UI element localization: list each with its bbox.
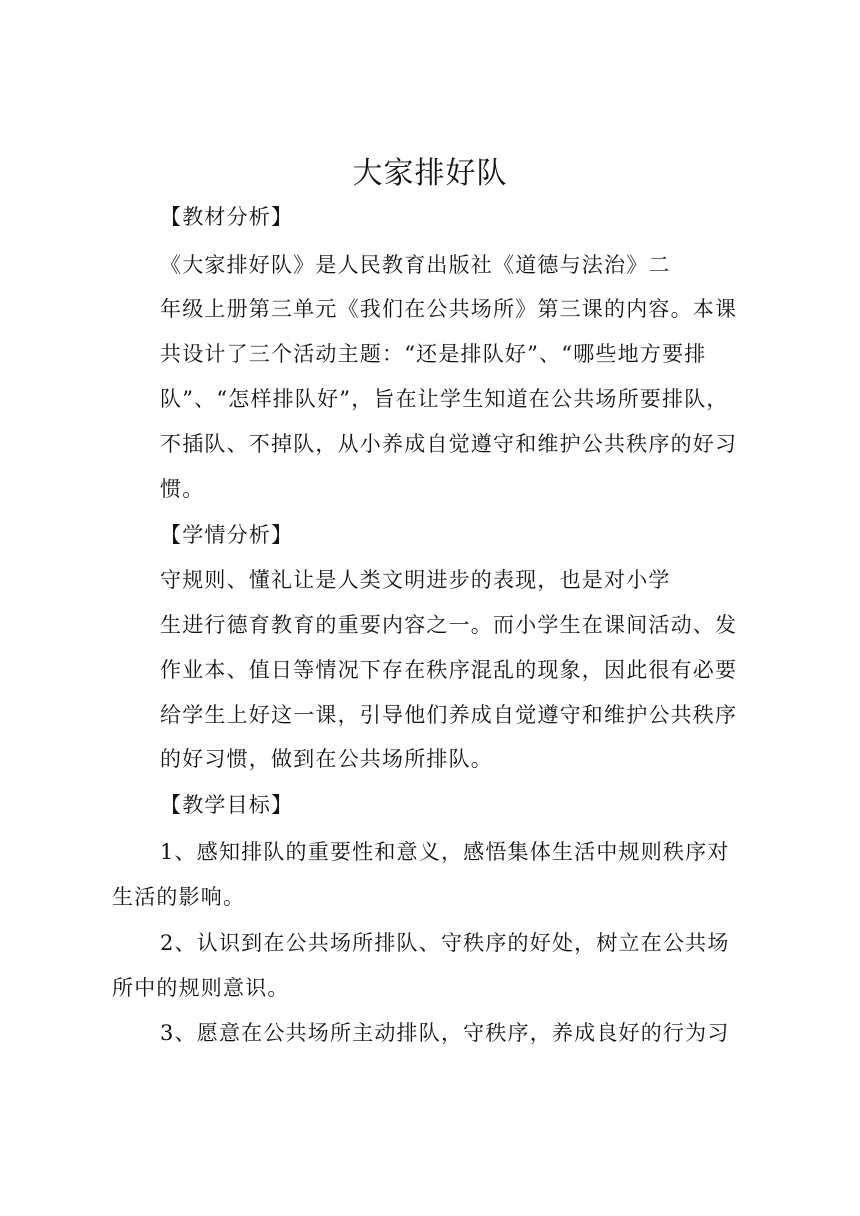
paragraph-line: 给学生上好这一课，引导他们养成自觉遵守和维护公共秩序: [160, 703, 738, 727]
paragraph-line: 年级上册第三单元《我们在公共场所》第三课的内容。本课: [160, 297, 738, 321]
paragraph-line: 不插队、不掉队，从小养成自觉遵守和维护公共秩序的好习: [160, 432, 738, 456]
paragraph-line: 惯。: [160, 477, 205, 501]
goal-line: 2、认识到在公共场所排队、守秩序的好处，树立在公共场: [160, 931, 730, 955]
section-heading-student-analysis: 【学情分析】: [160, 523, 294, 547]
goal-line: 1、感知排队的重要性和意义，感悟集体生活中规则秩序对: [160, 840, 730, 864]
section-heading-textbook-analysis: 【教材分析】: [160, 205, 294, 229]
goal-line: 3、愿意在公共场所主动排队，守秩序，养成良好的行为习: [160, 1021, 730, 1045]
goal-line: 所中的规则意识。: [112, 976, 290, 1000]
paragraph-line: 共设计了三个活动主题：“还是排队好”、“哪些地方要排: [160, 342, 707, 366]
paragraph-line: 守规则、懂礼让是人类文明进步的表现，也是对小学: [160, 568, 671, 592]
section-heading-teaching-goals: 【教学目标】: [160, 793, 294, 817]
paragraph-line: 作业本、值日等情况下存在秩序混乱的现象，因此很有必要: [160, 658, 738, 682]
paragraph-line: 的好习惯，做到在公共场所排队。: [160, 747, 493, 771]
goal-line: 生活的影响。: [112, 885, 246, 909]
paragraph-line: 生进行德育教育的重要内容之一。而小学生在课间活动、发: [160, 613, 738, 637]
document-title: 大家排好队: [352, 156, 508, 191]
paragraph-line: 队”、“怎样排队好”，旨在让学生知道在公共场所要排队，: [160, 387, 729, 411]
paragraph-line: 《大家排好队》是人民教育出版社《道德与法治》二: [160, 253, 671, 277]
